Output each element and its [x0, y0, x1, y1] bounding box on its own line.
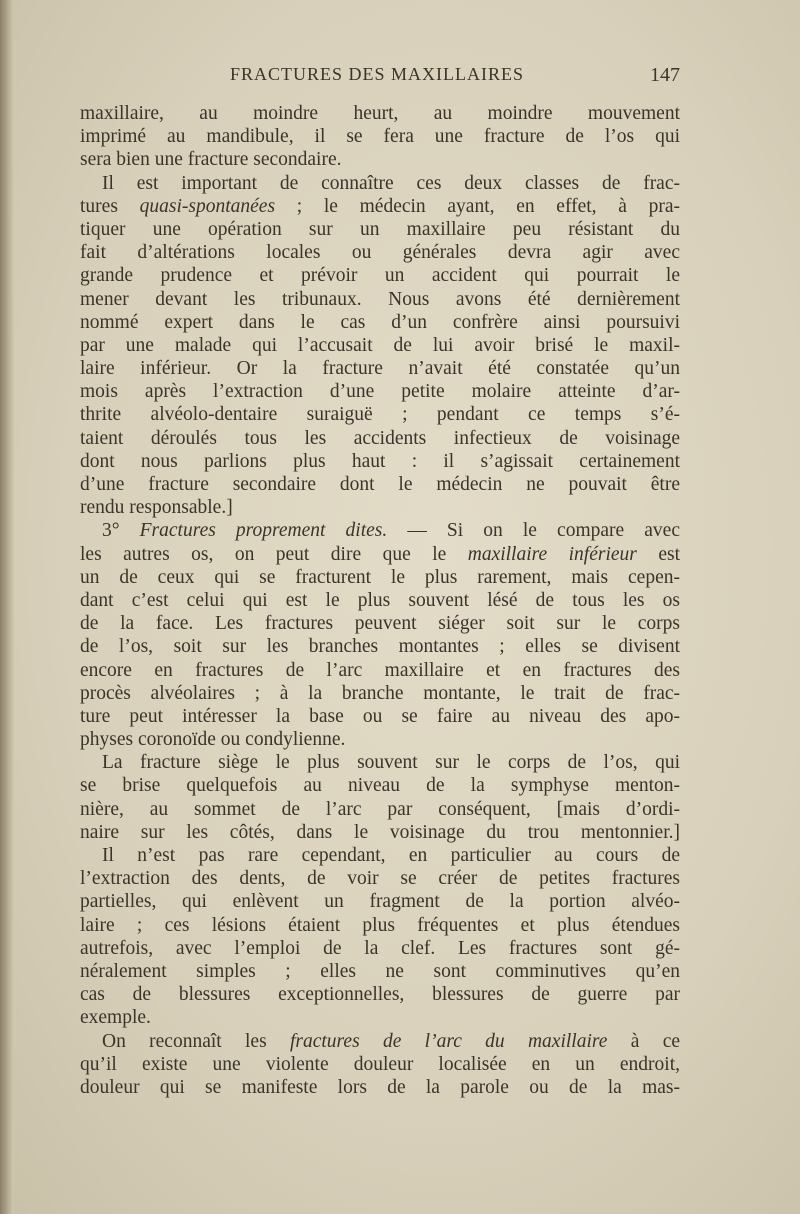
text-line: l’extraction des dents, de voir se créer de petites fractures — [80, 868, 680, 890]
text-line: taient déroulés tous les accidents infectieux de voisinage — [80, 427, 680, 449]
text-line: dont nous parlions plus haut : il s’agissait certainement — [80, 450, 680, 472]
text-line: exemple. — [80, 1007, 151, 1029]
italic-term: Fractures proprement dites. — [139, 520, 388, 542]
text-line: naire sur les côtés, dans le voisinage du trou mentonnier.] — [80, 821, 680, 843]
page-number: 147 — [650, 64, 680, 86]
text-line: de l’os, soit sur les branches montantes ; elles se divisent — [80, 636, 680, 658]
text-line: douleur qui se manifeste lors de la parole ou de la mas- — [80, 1076, 680, 1098]
text-line: mener devant les tribunaux. Nous avons été dernièrement — [80, 288, 680, 310]
text-line — [80, 1030, 680, 1053]
italic-term: quasi-spontanées — [139, 195, 276, 217]
text-segment: les autres os, on peut dire que le — [80, 543, 468, 565]
text-line: d’une fracture secondaire dont le médecin ne pouvait être — [80, 474, 680, 495]
text-line: Il n’est pas rare cependant, en particulier au cours de — [102, 845, 680, 866]
text-line: physes coronoïde ou condylienne. — [80, 729, 346, 751]
text-line: de la face. Les fractures peuvent siéger soit sur le corps — [80, 613, 680, 635]
text-line: se brise quelquefois au niveau de la symphyse menton- — [80, 775, 680, 797]
text-line: laire inférieur. Or la fracture n’avait été constatée qu’un — [80, 358, 680, 380]
text-line: thrite alvéolo-dentaire suraiguë ; pendant ce temps s’é- — [80, 404, 680, 426]
text-line: nière, au sommet de l’arc par conséquent, [mais d’ordi- — [80, 798, 680, 820]
text-line: néralement simples ; elles ne sont comminutives qu’en — [80, 960, 680, 982]
text-line: cas de blessures exceptionnelles, blessures de guerre par — [80, 984, 680, 1006]
text-segment: ; le médecin ayant, en effet, à pra- — [275, 195, 681, 217]
text-line: fait d’altérations locales ou générales devra agir avec — [80, 242, 680, 264]
text-line: nommé expert dans le cas d’un confrère ainsi poursuivi — [80, 311, 680, 333]
text-line: imprimé au mandibule, il se fera une fracture de l’os qui — [80, 126, 680, 148]
text-line — [80, 543, 680, 566]
text-line: autrefois, avec l’emploi de la clef. Les fractures sont gé- — [80, 937, 680, 959]
text-line: maxillaire, au moindre heurt, au moindre mouvement — [80, 103, 680, 124]
text-line: un de ceux qui se fracturent le plus rarement, mais cepen- — [80, 566, 680, 588]
book-spine-shadow — [0, 0, 14, 1214]
text-segment: On reconnaît les — [102, 1030, 290, 1052]
text-line: procès alvéolaires ; à la branche montante, le trait de frac- — [80, 682, 680, 704]
text-line: Il est important de connaître ces deux classes de frac- — [102, 172, 680, 194]
text-line: rendu responsable.] — [80, 497, 233, 519]
text-line: La fracture siège le plus souvent sur le corps de l’os, qui — [102, 752, 680, 774]
italic-term: fractures de l’arc du maxillaire — [289, 1030, 608, 1052]
text-line: encore en fractures de l’arc maxillaire et en fractures des — [80, 659, 680, 681]
italic-term: maxillaire inférieur — [467, 543, 637, 565]
text-line: dant c’est celui qui est le plus souvent lésé de tous les os — [80, 589, 680, 611]
text-segment: est — [636, 543, 680, 565]
text-line: tiquer une opération sur un maxillaire peu résistant du — [80, 218, 680, 240]
text-line: par une malade qui l’accusait de lui avoir brisé le maxil- — [80, 334, 680, 356]
text-line: sera bien une fracture secondaire. — [80, 149, 342, 171]
text-line: ture peut intéresser la base ou se faire au niveau des apo- — [80, 705, 680, 727]
text-line: laire ; ces lésions étaient plus fréquentes et plus étendues — [80, 914, 680, 936]
text-line: grande prudence et prévoir un accident qui pourrait le — [80, 265, 680, 287]
page-header — [80, 64, 680, 94]
text-line — [80, 519, 680, 542]
text-line: mois après l’extraction d’une petite molaire atteinte d’ar- — [80, 381, 680, 403]
text-line: partielles, qui enlèvent un fragment de la portion alvéo- — [80, 891, 680, 913]
text-segment: à ce — [607, 1030, 681, 1052]
text-segment: 3° — [102, 520, 140, 542]
text-line: qu’il existe une violente douleur localisée en un endroit, — [80, 1053, 680, 1075]
body-text — [80, 102, 680, 1099]
running-title: FRACTURES DES MAXILLAIRES — [230, 64, 525, 84]
text-segment: tures — [80, 195, 140, 217]
text-segment: — Si on le compare avec — [387, 520, 680, 542]
text-line — [80, 195, 680, 218]
